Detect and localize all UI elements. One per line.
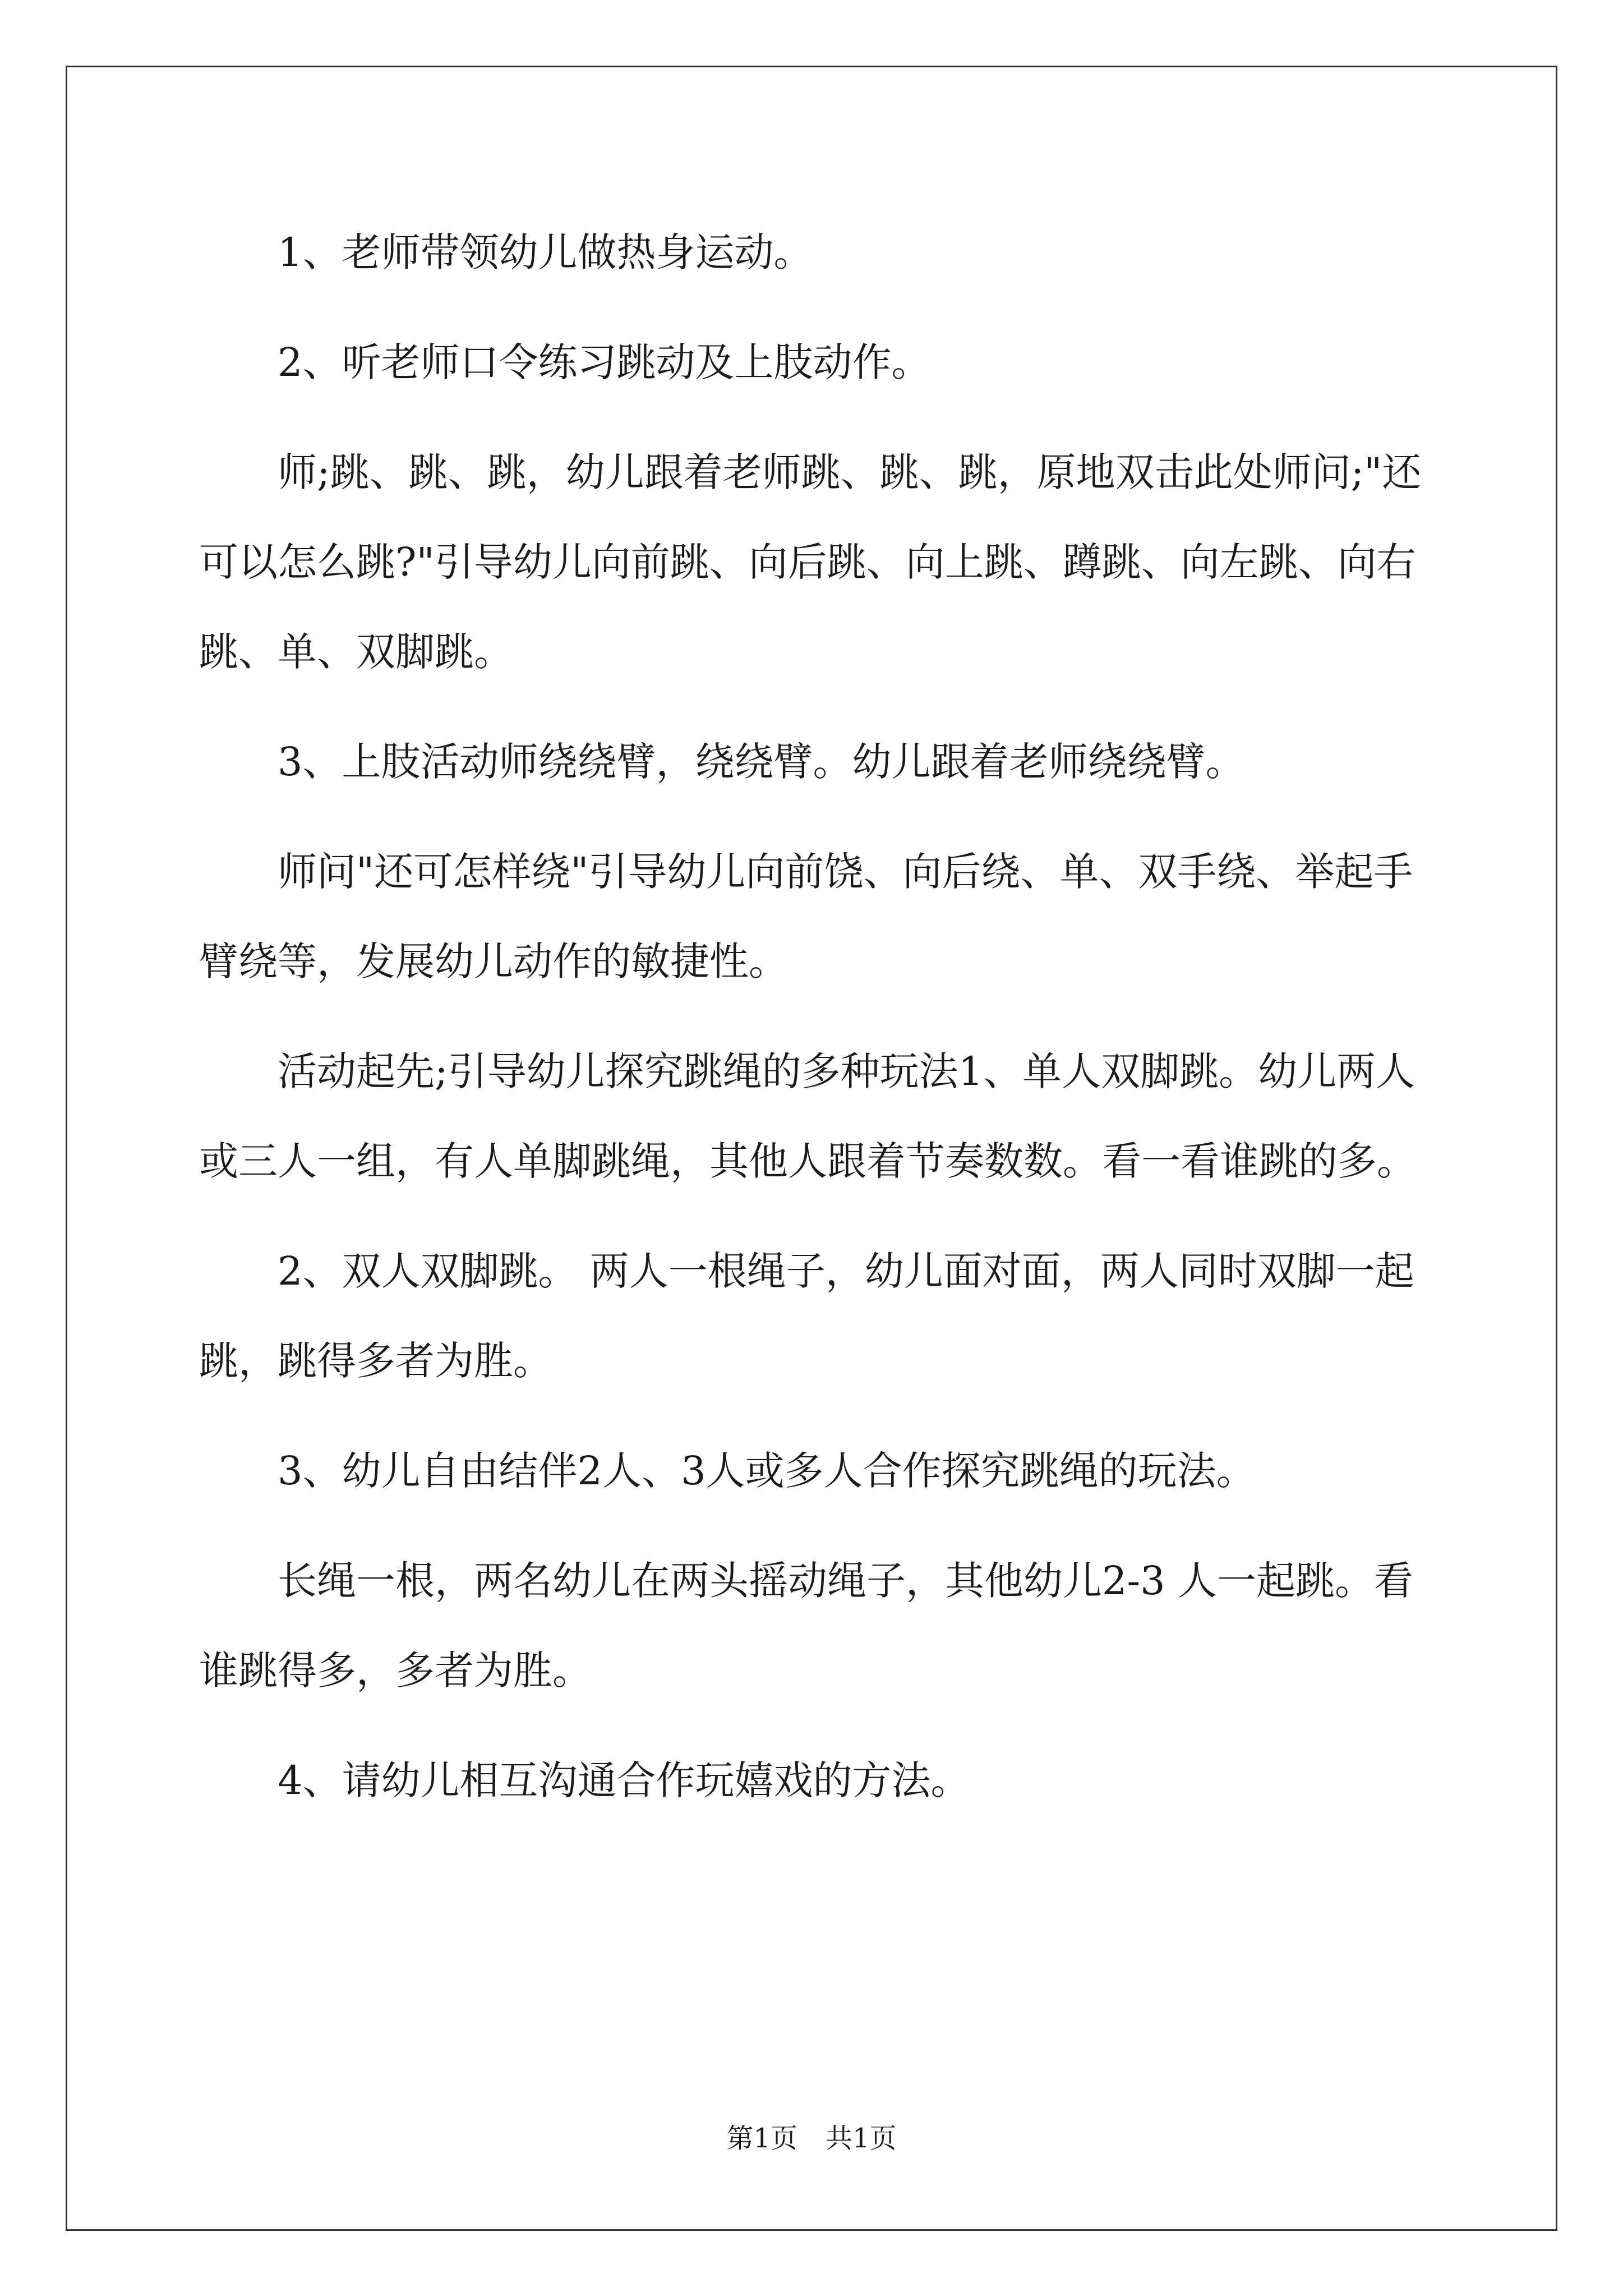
paragraph-7: 2、双人双脚跳。 两人一根绳子，幼儿面对面，两人同时双脚一起跳，跳得多者为胜。 (199, 1248, 1414, 1384)
paragraph-6: 活动起先;引导幼儿探究跳绳的多种玩法1、单人双脚跳。幼儿两人或三人一组，有人单脚跳绳，其他人跟着节奏数数。看一看谁跳的多。 (199, 1048, 1416, 1184)
paragraph-1: 1、老师带领幼儿做热身运动。 (278, 229, 813, 275)
page-footer (0, 2122, 1623, 2155)
paragraph-5: 师问"还可怎样绕"引导幼儿向前饶、向后绕、单、双手绕、举起手臂绕等，发展幼儿动作的敏捷性。 (199, 849, 1413, 984)
page-number-total: 共1页 (826, 2123, 897, 2154)
paragraph-2: 2、听老师口令练习跳动及上肢动作。 (278, 339, 931, 385)
document-body (199, 208, 1433, 1825)
paragraph-8: 3、幼儿自由结伴2人、3人或多人合作探究跳绳的玩法。 (278, 1448, 1256, 1494)
page-number-current: 第1页 (726, 2123, 797, 2154)
paragraph-9: 长绳一根，两名幼儿在两头摇动绳子，其他幼儿2-3 人一起跳。看谁跳得多，多者为胜。 (199, 1558, 1413, 1694)
paragraph-3: 师;跳、跳、跳，幼儿跟着老师跳、跳、跳，原地双击此处师问;"还可以怎么跳?"引导幼儿向前跳、向后跳、向上跳、蹲跳、向左跳、向右跳、单、双脚跳。 (199, 449, 1422, 675)
paragraph-10: 4、请幼儿相互沟通合作玩嬉戏的方法。 (278, 1757, 970, 1803)
paragraph-4: 3、上肢活动师绕绕臂，绕绕臂。幼儿跟着老师绕绕臂。 (278, 739, 1245, 785)
